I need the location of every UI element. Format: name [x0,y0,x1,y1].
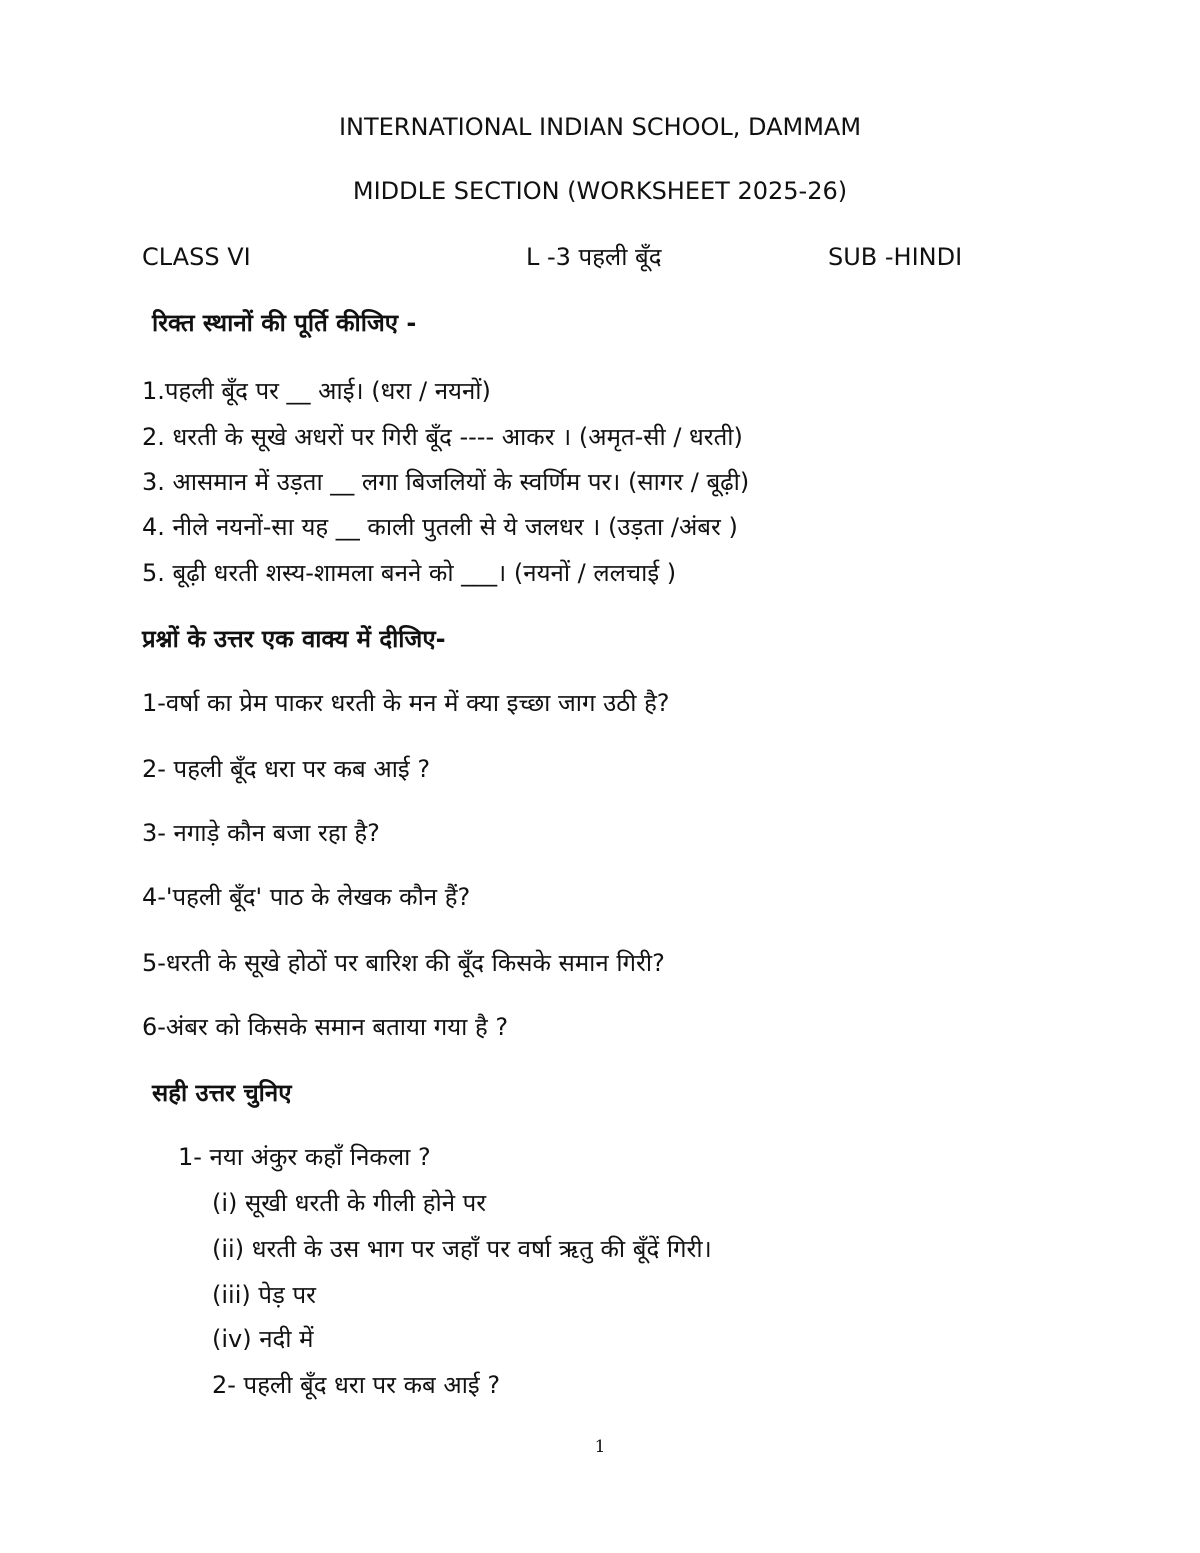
mcq-question: 1- नया अंकुर कहाँ निकला ? [178,1143,431,1171]
mcq-option: (iii) पेड़ पर [212,1281,316,1309]
page-number: 1 [594,1437,606,1457]
subject-label: SUB -HINDI [828,243,963,271]
fill-blank-item: 3. आसमान में उड़ता __ लगा बिजलियों के स्वर्णिम पर। (सागर / बूढ़ी) [142,468,750,496]
question-item: 4-'पहली बूँद' पाठ के लेखक कौन हैं? [142,883,471,911]
question-item: 5-धरती के सूखे होठों पर बारिश की बूँद किसके समान गिरी? [142,949,665,977]
question-item: 2- पहली बूँद धरा पर कब आई ? [142,755,431,783]
class-label: CLASS VI [142,243,251,271]
fill-blanks-heading: रिक्त स्थानों की पूर्ति कीजिए - [152,309,417,337]
mcq-option: (iv) नदी में [212,1325,314,1353]
mcq-option: (i) सूखी धरती के गीली होने पर [212,1189,487,1217]
section-title: MIDDLE SECTION (WORKSHEET 2025-26) [352,177,848,205]
mcq-option: (ii) धरती के उस भाग पर जहाँ पर वर्षा ऋतु की बूँदें गिरी। [212,1235,712,1263]
fill-blank-item: 1.पहली बूँद पर __ आई। (धरा / नयनों) [142,377,491,405]
fill-blank-item: 4. नीले नयनों-सा यह __ काली पुतली से ये जलधर । (उड़ता /अंबर ) [142,513,738,541]
lesson-label: L -3 पहली बूँद [526,243,662,271]
school-name: INTERNATIONAL INDIAN SCHOOL, DAMMAM [338,113,862,141]
mcq-question: 2- पहली बूँद धरा पर कब आई ? [212,1371,501,1399]
mcq-heading: सही उत्तर चुनिए [152,1079,292,1107]
fill-blank-item: 2. धरती के सूखे अधरों पर गिरी बूँद ---- आकर । (अमृत-सी / धरती) [142,423,743,451]
question-item: 1-वर्षा का प्रेम पाकर धरती के मन में क्या इच्छा जाग उठी है? [142,689,670,717]
fill-blank-item: 5. बूढ़ी धरती शस्य-शामला बनने को ___। (नयनों / ललचाई ) [142,559,677,587]
question-item: 3- नगाड़े कौन बजा रहा है? [142,819,380,847]
question-item: 6-अंबर को किसके समान बताया गया है ? [142,1013,509,1041]
short-answers-heading: प्रश्नों के उत्तर एक वाक्य में दीजिए- [142,625,446,653]
